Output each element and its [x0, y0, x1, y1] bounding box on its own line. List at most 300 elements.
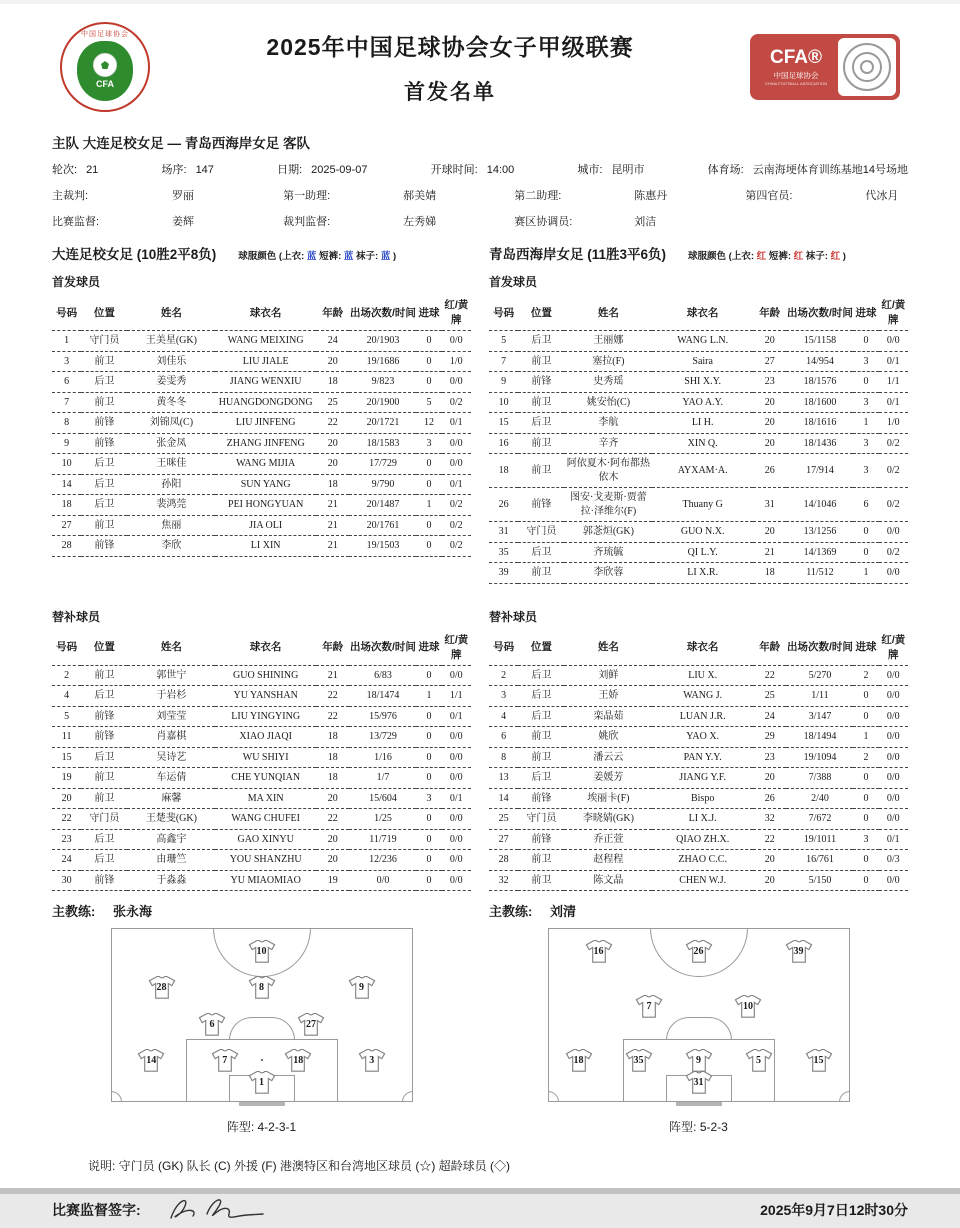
legend-note: 说明: 守门员 (GK) 队长 (C) 外援 (F) 港澳特区和台湾地区球员 (☆) 超龄球员 (◇): [88, 1159, 510, 1173]
cell-pos: 前锋: [81, 727, 127, 748]
cell-goals: 0: [853, 788, 878, 809]
cell-age: 21: [316, 665, 350, 686]
cell-age: 20: [753, 392, 787, 413]
jersey-icon: [284, 1048, 312, 1073]
home-team-header: [52, 243, 471, 263]
cell-pos: 前卫: [518, 392, 564, 413]
cell-cards: 0/0: [879, 706, 908, 727]
away-shirt-color: 红: [756, 251, 767, 262]
cell-apps: 1/25: [349, 809, 416, 830]
cell-cards: 0/2: [879, 542, 908, 563]
cell-apps: 7/388: [786, 768, 853, 789]
player-row: [489, 809, 908, 830]
col-apps: 出场次数/时间: [349, 629, 416, 666]
cell-name: 乔正萱: [564, 829, 652, 850]
cell-apps: 14/954: [786, 351, 853, 372]
cell-cards: 0/0: [442, 454, 471, 475]
info-label: 开球时间:: [430, 164, 478, 176]
cell-cards: 0/0: [879, 331, 908, 352]
home-subs-table: [52, 629, 471, 892]
jersey-icon: [625, 1048, 653, 1073]
cell-pos: 前卫: [518, 351, 564, 372]
jersey-number: 5: [756, 1054, 761, 1066]
jersey-number: 31: [693, 1077, 704, 1089]
jersey-number: 39: [793, 946, 804, 958]
formation-gk-row: [549, 1070, 849, 1095]
player-row: [489, 488, 908, 522]
cell-num: 19: [52, 768, 81, 789]
cell-cards: 1/1: [442, 686, 471, 707]
player-row: [52, 433, 471, 454]
cell-apps: 18/1494: [786, 727, 853, 748]
cell-num: 16: [489, 433, 518, 454]
cell-age: 24: [316, 331, 350, 352]
official-value: 姜辉: [172, 216, 194, 228]
cell-age: 25: [316, 392, 350, 413]
away-kit-colors: 球服颜色 (上衣: 红 短裤: 红 袜子: 红 ): [688, 251, 846, 262]
jersey-icon: [248, 975, 276, 1000]
cell-jersey: YU MIAOMIAO: [215, 870, 316, 891]
cell-goals: 0: [416, 850, 441, 871]
cell-pos: 前卫: [518, 563, 564, 584]
cell-cards: 0/2: [879, 433, 908, 454]
col-age: 年龄: [753, 294, 787, 331]
cell-jersey: LI H.: [652, 413, 753, 434]
cell-pos: 后卫: [81, 686, 127, 707]
player-row: [489, 768, 908, 789]
table-header-row: [489, 294, 908, 331]
cell-num: 9: [489, 372, 518, 393]
cell-goals: 0: [416, 829, 441, 850]
home-starters-table: [52, 294, 471, 557]
cell-cards: 0/0: [442, 433, 471, 454]
cell-pos: 前卫: [518, 727, 564, 748]
cell-name: 李欣: [127, 536, 215, 557]
jersey-icon: [211, 1048, 239, 1073]
cell-num: 25: [489, 809, 518, 830]
official-pair: [283, 213, 514, 229]
col-apps: 出场次数/时间: [349, 294, 416, 331]
cell-jersey: SHI X.Y.: [652, 372, 753, 393]
cell-goals: 3: [416, 433, 441, 454]
official-value: 代冰月: [865, 190, 899, 202]
cell-num: 2: [52, 665, 81, 686]
cell-name: 高鑫宇: [127, 829, 215, 850]
info-value: 14:00: [486, 164, 515, 176]
cell-age: 18: [316, 474, 350, 495]
cell-jersey: YAO X.: [652, 727, 753, 748]
cell-goals: 3: [853, 829, 878, 850]
cell-goals: 5: [416, 392, 441, 413]
cell-apps: 20/1761: [349, 515, 416, 536]
goal-mark: [676, 1102, 722, 1106]
cell-cards: 0/0: [879, 563, 908, 584]
cell-jersey: Saira: [652, 351, 753, 372]
cell-num: 26: [489, 488, 518, 522]
cell-age: 24: [753, 706, 787, 727]
jersey-number: 18: [573, 1054, 584, 1066]
info-label: 城市:: [577, 164, 603, 176]
official-pair: [283, 187, 514, 203]
cell-age: 27: [753, 351, 787, 372]
player-row: [489, 686, 908, 707]
bottom-scan-band: [0, 1188, 960, 1194]
formation-row: [112, 1012, 412, 1037]
col-pos: 位置: [518, 629, 564, 666]
supervisor-signature: [159, 1192, 279, 1228]
cell-name: 姜雯秀: [127, 372, 215, 393]
col-age: 年龄: [753, 629, 787, 666]
cell-pos: 后卫: [518, 665, 564, 686]
cell-name: 王美星(GK): [127, 331, 215, 352]
away-subs-title: 替补球员: [489, 609, 538, 624]
col-jersey: 球衣名: [652, 629, 753, 666]
cell-num: 32: [489, 870, 518, 891]
cell-cards: 0/2: [442, 495, 471, 516]
player-row: [489, 454, 908, 488]
coach-label: 主教练:: [52, 904, 96, 919]
player-row: [52, 727, 471, 748]
cell-goals: 12: [416, 413, 441, 434]
cell-jersey: LUAN J.R.: [652, 706, 753, 727]
cell-age: 21: [753, 542, 787, 563]
col-jersey: 球衣名: [215, 629, 316, 666]
cell-apps: 18/1600: [786, 392, 853, 413]
cell-age: 26: [753, 454, 787, 488]
goal-mark: [239, 1102, 285, 1106]
player-row: [489, 372, 908, 393]
cell-num: 1: [52, 331, 81, 352]
table-header-row: [52, 629, 471, 666]
cell-goals: 0: [416, 474, 441, 495]
cell-cards: 0/1: [442, 706, 471, 727]
cell-cards: 0/1: [442, 474, 471, 495]
cell-age: 20: [753, 768, 787, 789]
cell-pos: 后卫: [81, 495, 127, 516]
cell-jersey: GUO SHINING: [215, 665, 316, 686]
officials-row-2: [52, 213, 908, 229]
cell-pos: 守门员: [81, 331, 127, 352]
info-label: 体育场:: [707, 164, 744, 176]
cell-goals: 0: [853, 706, 878, 727]
cell-name: 麻馨: [127, 788, 215, 809]
player-row: [489, 563, 908, 584]
cell-name: 吴诗艺: [127, 747, 215, 768]
cell-cards: 0/1: [879, 829, 908, 850]
cell-name: 刘莹莹: [127, 706, 215, 727]
cell-jersey: WU SHIYI: [215, 747, 316, 768]
cell-num: 10: [52, 454, 81, 475]
jersey-icon: [148, 975, 176, 1000]
cell-num: 14: [52, 474, 81, 495]
cell-age: 20: [316, 454, 350, 475]
cell-name: 肖嘉棋: [127, 727, 215, 748]
cell-apps: 15/1158: [786, 331, 853, 352]
col-goals: 进球: [853, 294, 878, 331]
cell-goals: 0: [853, 809, 878, 830]
cell-age: 18: [316, 372, 350, 393]
jersey-number: 16: [593, 946, 604, 958]
jersey-number: 28: [156, 982, 167, 994]
col-name: 姓名: [127, 294, 215, 331]
cell-name: 埃丽卡(F): [564, 788, 652, 809]
cell-cards: 0/2: [879, 488, 908, 522]
cell-jersey: MA XIN: [215, 788, 316, 809]
cell-apps: 5/150: [786, 870, 853, 891]
cell-pos: 守门员: [518, 522, 564, 543]
cell-jersey: JIA OLI: [215, 515, 316, 536]
cell-jersey: XIN Q.: [652, 433, 753, 454]
player-row: [489, 413, 908, 434]
cell-jersey: WANG MEIXING: [215, 331, 316, 352]
player-row: [52, 515, 471, 536]
header: [0, 4, 960, 118]
cell-name: 王咪佳: [127, 454, 215, 475]
home-coach-line: [52, 901, 471, 920]
cell-pos: 后卫: [81, 747, 127, 768]
cell-num: 9: [52, 433, 81, 454]
cell-pos: 前卫: [518, 747, 564, 768]
jersey-icon: [635, 994, 663, 1019]
cell-apps: 1/7: [349, 768, 416, 789]
jersey-number: 7: [646, 1000, 652, 1012]
cell-cards: 1/1: [879, 372, 908, 393]
official-label: 主裁判:: [52, 190, 89, 202]
col-num: 号码: [52, 629, 81, 666]
badge-left: [754, 48, 838, 86]
cell-name: 栾晶茹: [564, 706, 652, 727]
jersey-icon: [734, 994, 762, 1019]
home-starters-title: 首发球员: [52, 275, 101, 289]
cell-num: 10: [489, 392, 518, 413]
cell-apps: 5/270: [786, 665, 853, 686]
cell-num: 2: [489, 665, 518, 686]
cell-apps: 18/1583: [349, 433, 416, 454]
player-row: [52, 706, 471, 727]
cell-apps: 3/147: [786, 706, 853, 727]
cell-num: 7: [52, 392, 81, 413]
cell-goals: 0: [853, 372, 878, 393]
cell-num: 30: [52, 870, 81, 891]
cell-apps: 18/1616: [786, 413, 853, 434]
formation-row: [549, 1048, 849, 1073]
cell-num: 4: [489, 706, 518, 727]
official-pair: [514, 187, 745, 203]
cell-age: 22: [753, 829, 787, 850]
col-apps: 出场次数/时间: [786, 629, 853, 666]
cell-jersey: YOU SHANZHU: [215, 850, 316, 871]
col-num: 号码: [52, 294, 81, 331]
home-shorts-color: 蓝: [343, 251, 354, 262]
cell-apps: 16/761: [786, 850, 853, 871]
jersey-number: 1: [259, 1077, 264, 1089]
cell-age: 20: [753, 331, 787, 352]
player-row: [489, 331, 908, 352]
cell-name: 李欣蓉: [564, 563, 652, 584]
cell-goals: 1: [853, 413, 878, 434]
cell-name: 姜媛芳: [564, 768, 652, 789]
cell-num: 4: [52, 686, 81, 707]
official-label: 第一助理:: [283, 190, 331, 202]
cell-age: 18: [316, 747, 350, 768]
cell-jersey: WANG MIJIA: [215, 454, 316, 475]
player-row: [52, 454, 471, 475]
badge-cfa-text: CFA®: [770, 47, 822, 68]
home-formation-label: 阵型: 4-2-3-1: [226, 1120, 297, 1134]
player-row: [489, 870, 908, 891]
cell-goals: 0: [416, 454, 441, 475]
formation-row: [549, 939, 849, 964]
col-name: 姓名: [127, 629, 215, 666]
formation-row: [112, 975, 412, 1000]
cell-cards: 0/0: [879, 665, 908, 686]
cell-name: 由珊竺: [127, 850, 215, 871]
cell-pos: 前卫: [518, 850, 564, 871]
cell-cards: 0/0: [879, 870, 908, 891]
jersey-icon: [348, 975, 376, 1000]
cell-jersey: YU YANSHAN: [215, 686, 316, 707]
cell-num: 6: [52, 372, 81, 393]
cell-jersey: WANG L.N.: [652, 331, 753, 352]
cell-age: 23: [753, 747, 787, 768]
cell-age: 23: [753, 372, 787, 393]
player-row: [489, 392, 908, 413]
cell-num: 23: [52, 829, 81, 850]
col-cards: 红/黄牌: [442, 294, 471, 331]
cell-goals: 3: [853, 433, 878, 454]
cell-num: 3: [489, 686, 518, 707]
cell-pos: 前锋: [81, 706, 127, 727]
cfa-crest-logo: [60, 22, 150, 112]
away-starters-table: [489, 294, 908, 584]
cell-goals: 0: [853, 542, 878, 563]
cell-apps: 19/1011: [786, 829, 853, 850]
cell-cards: 0/0: [879, 727, 908, 748]
cell-jersey: PAN Y.Y.: [652, 747, 753, 768]
info-pair: [431, 161, 515, 177]
info-value: 21: [86, 164, 99, 176]
crest-core: [77, 41, 133, 101]
jersey-icon: [198, 1012, 226, 1037]
cell-cards: 1/0: [442, 351, 471, 372]
cell-num: 22: [52, 809, 81, 830]
cell-apps: 18/1474: [349, 686, 416, 707]
cell-jersey: XIAO JIAQI: [215, 727, 316, 748]
cell-cards: 0/0: [442, 768, 471, 789]
cell-age: 21: [316, 515, 350, 536]
home-formation-pitch: [111, 928, 413, 1102]
cell-goals: 0: [416, 515, 441, 536]
cell-jersey: LIU YINGYING: [215, 706, 316, 727]
cell-name: 刘鲜: [564, 665, 652, 686]
info-label: 轮次:: [52, 164, 78, 176]
page-title: 2025年中国足球协会女子甲级联赛: [266, 33, 634, 60]
cell-jersey: LIU X.: [652, 665, 753, 686]
col-goals: 进球: [416, 294, 441, 331]
cell-num: 28: [52, 536, 81, 557]
cell-num: 7: [489, 351, 518, 372]
cell-age: 22: [316, 686, 350, 707]
cell-age: 20: [753, 433, 787, 454]
home-shirt-color: 蓝: [306, 251, 317, 262]
cell-jersey: LI X.J.: [652, 809, 753, 830]
cell-cards: 0/0: [879, 768, 908, 789]
cell-name: 阿依夏木·阿布都热依木: [564, 454, 652, 488]
cell-goals: 3: [853, 351, 878, 372]
cell-apps: 6/83: [349, 665, 416, 686]
official-value: 罗丽: [172, 190, 194, 202]
cell-jersey: WANG CHUFEI: [215, 809, 316, 830]
cell-cards: 0/0: [442, 665, 471, 686]
cell-goals: 6: [853, 488, 878, 522]
jersey-icon: [745, 1048, 773, 1073]
cell-apps: 1/11: [786, 686, 853, 707]
badge-right: [838, 38, 896, 96]
cell-goals: 0: [416, 727, 441, 748]
cell-apps: 20/1721: [349, 413, 416, 434]
jersey-number: 8: [259, 982, 264, 994]
cell-goals: 2: [853, 747, 878, 768]
cell-cards: 0/2: [879, 454, 908, 488]
cell-age: 18: [753, 563, 787, 584]
cell-pos: 前卫: [81, 392, 127, 413]
cell-num: 5: [52, 706, 81, 727]
player-row: [52, 809, 471, 830]
away-team-header: [489, 243, 908, 263]
report-datetime: 2025年9月7日12时30分: [760, 1202, 908, 1218]
cell-num: 31: [489, 522, 518, 543]
cell-apps: 7/672: [786, 809, 853, 830]
player-row: [52, 850, 471, 871]
cell-cards: 0/2: [442, 515, 471, 536]
cell-pos: 前卫: [81, 788, 127, 809]
cell-name: 郭菍烜(GK): [564, 522, 652, 543]
info-label: 日期:: [277, 164, 303, 176]
cell-age: 20: [753, 413, 787, 434]
cell-jersey: LI X.R.: [652, 563, 753, 584]
cell-name: 刘佳乐: [127, 351, 215, 372]
cell-cards: 0/0: [442, 829, 471, 850]
jersey-icon: [137, 1048, 165, 1073]
cell-num: 8: [489, 747, 518, 768]
cell-apps: 19/1094: [786, 747, 853, 768]
official-label: 第四官员:: [745, 190, 793, 202]
col-cards: 红/黄牌: [879, 629, 908, 666]
cell-num: 18: [489, 454, 518, 488]
cell-goals: 3: [853, 454, 878, 488]
jersey-number: 26: [693, 946, 704, 958]
cell-goals: 0: [853, 331, 878, 352]
official-value: 陈惠丹: [634, 190, 668, 202]
cell-age: 18: [316, 727, 350, 748]
cell-age: 18: [316, 768, 350, 789]
cell-apps: 9/790: [349, 474, 416, 495]
player-row: [52, 536, 471, 557]
cell-apps: 11/512: [786, 563, 853, 584]
cell-goals: 0: [416, 351, 441, 372]
cell-pos: 前锋: [518, 829, 564, 850]
cell-cards: 0/0: [442, 331, 471, 352]
official-label: 比赛监督:: [52, 216, 100, 228]
col-apps: 出场次数/时间: [786, 294, 853, 331]
cell-name: 塞拉(F): [564, 351, 652, 372]
cell-goals: 0: [853, 522, 878, 543]
football-icon: [93, 53, 117, 77]
badge-sub-text: CHINA FOOTBALL ASSOCIATION: [764, 81, 827, 86]
cell-jersey: WANG J.: [652, 686, 753, 707]
col-pos: 位置: [81, 629, 127, 666]
jersey-icon: [248, 939, 276, 964]
